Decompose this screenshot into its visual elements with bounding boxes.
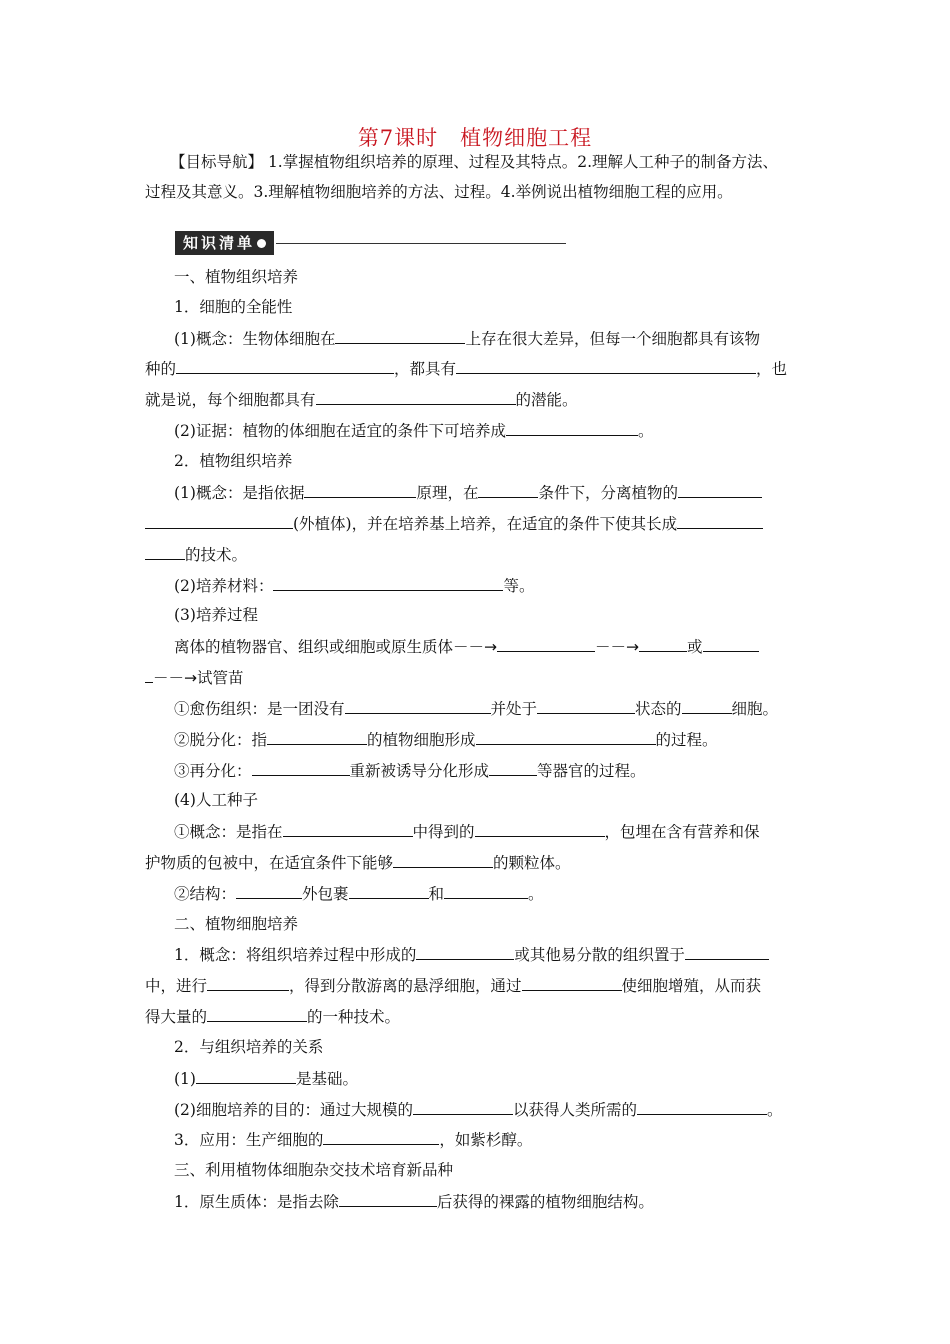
section-heading-1: 一、植物组织培养 xyxy=(174,268,299,286)
blank xyxy=(335,327,465,344)
blank xyxy=(196,1067,296,1084)
text-line: ③再分化： 重新被诱导分化形成 等器官的过程。 xyxy=(174,759,646,782)
blank xyxy=(478,481,538,498)
blank xyxy=(252,759,350,776)
blank xyxy=(475,820,605,837)
text-line: 中，进行 ，得到分散游离的悬浮细胞，通过 使细胞增殖，从而获 xyxy=(145,974,761,997)
blank xyxy=(677,512,763,529)
blank xyxy=(444,882,528,899)
blank xyxy=(506,419,638,436)
blank xyxy=(349,882,429,899)
text-line: 3．应用：生产细胞的 ，如紫杉醇。 xyxy=(174,1128,532,1151)
text-line: (2)培养材料： 等。 xyxy=(174,574,534,597)
blank xyxy=(207,1005,307,1022)
blank xyxy=(703,635,759,652)
blank xyxy=(283,820,413,837)
dot-icon xyxy=(257,239,266,248)
blank xyxy=(537,697,635,714)
blank xyxy=(267,728,367,745)
text-line: 得大量的 的一种技术。 xyxy=(145,1005,400,1028)
section-divider xyxy=(276,243,566,244)
section-heading-2: 二、植物细胞培养 xyxy=(174,915,299,933)
blank xyxy=(639,635,687,652)
text-line: (1)概念：是指依据 原理，在 条件下，分离植物的 xyxy=(174,481,762,504)
blank xyxy=(176,357,394,374)
text-line: (2)证据：植物的体细胞在适宜的条件下可培养成 。 xyxy=(174,419,653,442)
arrow-icon: －－→ xyxy=(595,638,640,656)
text-line: 的技术。 xyxy=(145,543,247,566)
process-flow-line-2: －－→试管苗 xyxy=(145,666,244,689)
arrow-icon: －－→ xyxy=(153,669,197,687)
blank xyxy=(145,543,185,560)
blank xyxy=(273,574,503,591)
knowledge-list-badge: 知识清单 xyxy=(175,231,566,255)
text-line: ②结构： 外包裹 和 。 xyxy=(174,882,544,905)
subheading-totipotency: 1．细胞的全能性 xyxy=(174,298,293,316)
blank xyxy=(339,1190,437,1207)
text-line: 1．概念：将组织培养过程中形成的 或其他易分散的组织置于 xyxy=(174,943,769,966)
blank xyxy=(476,728,656,745)
text-line: ②脱分化：指 的植物细胞形成 的过程。 xyxy=(174,728,718,751)
text-line: (2)细胞培养的目的：通过大规模的 以获得人类所需的 。 xyxy=(174,1098,783,1121)
blank xyxy=(497,635,595,652)
text-line: (外植体)，并在培养基上培养，在适宜的条件下使其长成 xyxy=(145,512,763,535)
text-line: 就是说，每个细胞都具有 的潜能。 xyxy=(145,388,578,411)
blank xyxy=(316,388,516,405)
blank xyxy=(145,512,293,529)
blank xyxy=(416,943,514,960)
text-line: ①概念：是指在 中得到的 ，包埋在含有营养和保 xyxy=(174,820,760,843)
text-line: 1．原生质体：是指去除 后获得的裸露的植物细胞结构。 xyxy=(174,1190,654,1213)
text-line: 护物质的包被中，在适宜条件下能够 的颗粒体。 xyxy=(145,851,571,874)
blank xyxy=(323,1128,439,1145)
arrow-icon: －－→ xyxy=(453,638,498,656)
process-flow-line: 离体的植物器官、组织或细胞或原生质体－－→ －－→ 或 xyxy=(174,635,759,658)
page-title: 第7课时 植物细胞工程 xyxy=(357,126,593,150)
blank xyxy=(678,481,762,498)
subheading-process: (3)培养过程 xyxy=(174,606,258,624)
blank xyxy=(304,481,416,498)
blank xyxy=(236,882,302,899)
learning-goals-label: 【目标导航】 xyxy=(170,153,264,171)
blank xyxy=(682,697,732,714)
blank xyxy=(145,666,153,683)
section-heading-3: 三、利用植物体细胞杂交技术培育新品种 xyxy=(174,1161,454,1179)
subheading-relation: 2．与组织培养的关系 xyxy=(174,1038,324,1056)
subheading-artificial-seed: (4)人工种子 xyxy=(174,791,258,809)
blank xyxy=(522,974,622,991)
subheading-tissue-culture: 2．植物组织培养 xyxy=(174,452,293,470)
blank xyxy=(345,697,491,714)
blank xyxy=(393,851,493,868)
text-line: ①愈伤组织：是一团没有 并处于 状态的 细胞。 xyxy=(174,697,778,720)
blank xyxy=(489,759,537,776)
blank xyxy=(207,974,289,991)
text-line: (1)概念：生物体细胞在 上存在很大差异，但每一个细胞都具有该物 xyxy=(174,327,760,350)
blank xyxy=(456,357,756,374)
blank xyxy=(413,1098,513,1115)
text-line: (1) 是基础。 xyxy=(174,1067,358,1090)
blank xyxy=(637,1098,767,1115)
learning-goals-line-1: 【目标导航】 1.掌握植物组织培养的原理、过程及其特点。2.理解人工种子的制备方法、 xyxy=(170,153,779,171)
text-line: 种的 ，都具有 ，也 xyxy=(145,357,787,380)
learning-goals-line-2: 过程及其意义。3.理解植物细胞培养的方法、过程。4.举例说出植物细胞工程的应用。 xyxy=(145,183,733,201)
blank xyxy=(685,943,769,960)
